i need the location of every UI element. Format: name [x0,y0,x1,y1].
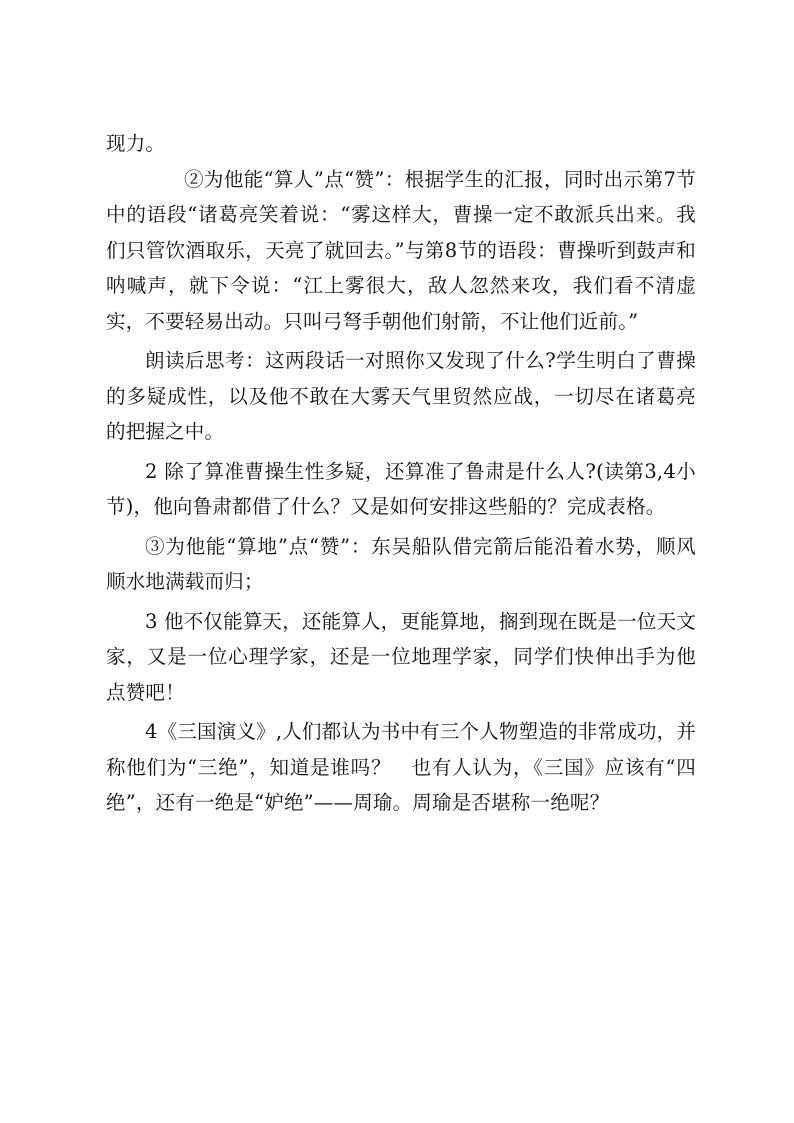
paragraph-item-4: 4《三国演义》,人们都认为书中有三个人物塑造的非常成功，并称他们为“三绝”，知道是谁吗？ 也有人认为，《三国》应该有“四绝”，还有一绝是“妒绝”——周瑜。周瑜是否堪称一绝呢？ [106,720,696,814]
paragraph-reading-reflection: 朗读后思考：这两段话一对照你又发现了什么?学生明白了曹操的多疑成性，以及他不敢在大雾天气里贸然应战，一切尽在诸葛亮的把握之中。 [106,349,696,443]
paragraph-praise-reading-terrain: ③为他能“算地”点“赞”：东吴船队借完箭后能沿着水势，顺风顺水地满载而归； [106,534,696,593]
body-text [106,126,696,821]
paragraph-item-3: 3 他不仅能算天，还能算人，更能算地，搁到现在既是一位天文家，又是一位心理学家，还是一位地理学家，同学们快伸出手为他点赞吧！ [106,609,696,704]
paragraph-question-2: 2 除了算准曹操生性多疑，还算准了鲁肃是什么人?(读第3,4小节)，他向鲁肃都借了什么？又是如何安排这些船的？完成表格。 [106,459,696,518]
paragraph-praise-reading-people: ②为他能“算人”点“赞”：根据学生的汇报，同时出示第7节中的语段“诸葛亮笑着说：“雾这样大，曹操一定不敢派兵出来。我们只管饮酒取乐，天亮了就回去。”与第8节的语段：曹操听到鼓声和呐喊声，就下令说：“江上雾很大，敌人忽然来攻，我们看不清虚实，不要轻易出动。只叫弓弩手朝他们射箭，不让他们近前。” [106,167,696,333]
paragraph-continuation: 现力。 [106,132,166,155]
